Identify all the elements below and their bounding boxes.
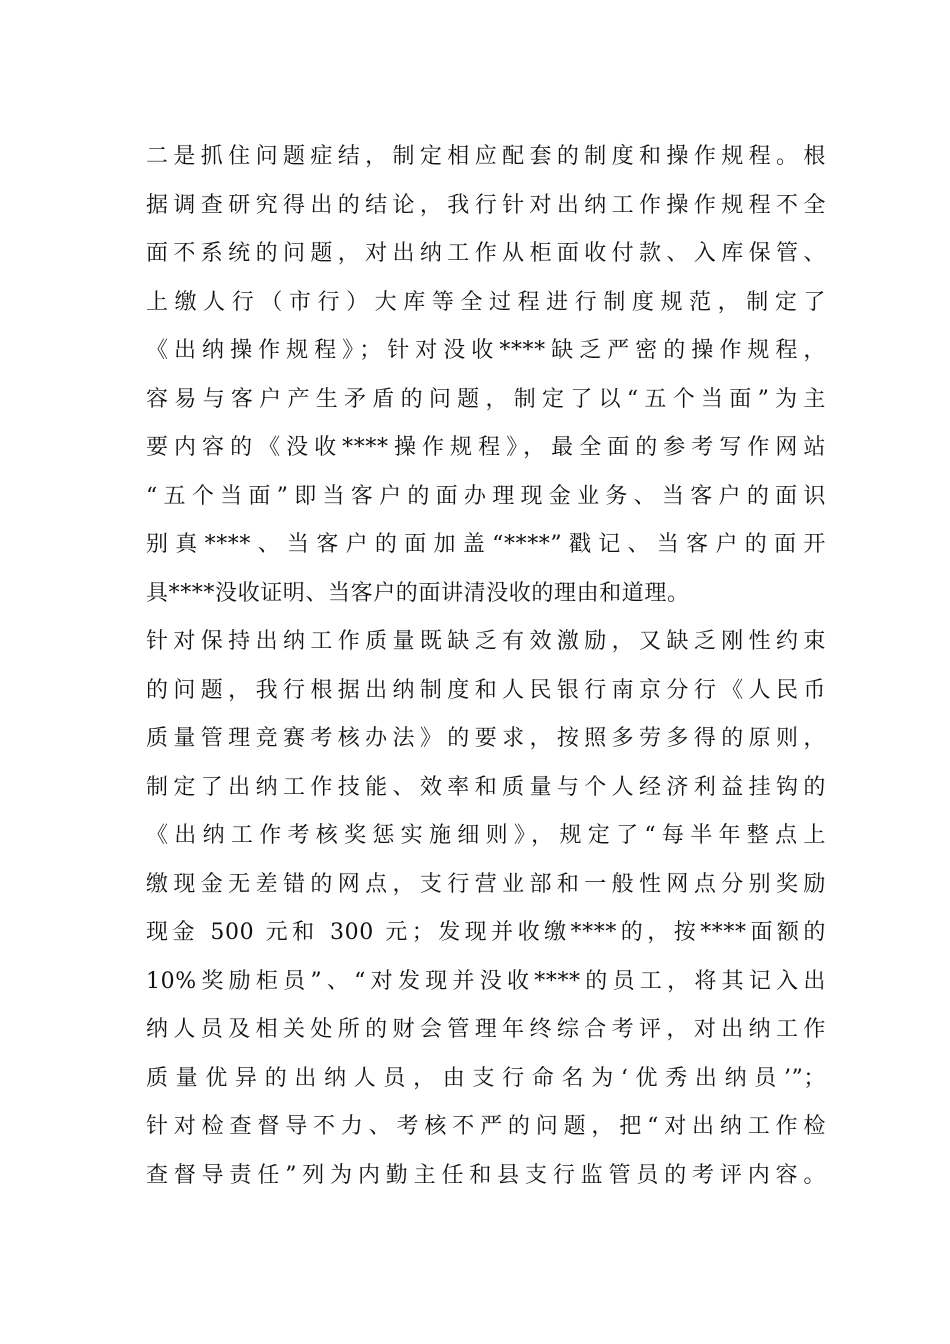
text-line: “五个当面”即当客户的面办理现金业务、当客户的面识: [146, 483, 826, 509]
text-line: 要内容的《没收****操作规程》，最全面的参考写作网站: [146, 435, 826, 460]
text-line: 针对保持出纳工作质量既缺乏有效激励，又缺乏刚性约束: [146, 629, 826, 654]
text-line: 二是抓住问题症结，制定相应配套的制度和操作规程。根: [146, 144, 826, 169]
text-line: 纳人员及相关处所的财会管理年终综合考评，对出纳工作: [146, 1017, 826, 1042]
text-line: 针对检查督导不力、考核不严的问题，把“对出纳工作检: [146, 1114, 826, 1139]
text-line: 容易与客户产生矛盾的问题，制定了以“五个当面”为主: [146, 386, 826, 412]
text-line: 质量管理竞赛考核办法》的要求，按照多劳多得的原则，: [146, 726, 826, 751]
text-line: 面不系统的问题，对出纳工作从柜面收付款、入库保管、: [146, 241, 826, 266]
text-line: 制定了出纳工作技能、效率和质量与个人经济利益挂钩的: [146, 774, 826, 800]
text-line: 上缴人行（市行）大库等全过程进行制度规范，制定了: [146, 289, 826, 315]
text-line: 《出纳操作规程》；针对没收****缺乏严密的操作规程，: [146, 338, 826, 363]
text-line: 的问题，我行根据出纳制度和人民银行南京分行《人民币: [146, 677, 826, 703]
text-line: 10%奖励柜员”、“对发现并没收****的员工，将其记入出: [146, 968, 826, 994]
text-line: 现金 500 元和 300 元；发现并收缴****的，按****面额的: [146, 920, 826, 945]
text-line: 质量优异的出纳人员，由支行命名为‘优秀出纳员’”；: [146, 1065, 826, 1091]
text-line: 别真****、当客户的面加盖“****”戳记、当客户的面开: [146, 532, 826, 557]
text-line: 《出纳工作考核奖惩实施细则》，规定了“每半年整点上: [146, 823, 826, 848]
body-text: [146, 133, 826, 1200]
text-line: 查督导责任”列为内勤主任和县支行监管员的考评内容。: [146, 1162, 826, 1188]
text-line: 具****没收证明、当客户的面讲清没收的理由和道理。: [146, 580, 690, 606]
text-line: 缴现金无差错的网点，支行营业部和一般性网点分别奖励: [146, 871, 826, 897]
text-line: 据调查研究得出的结论，我行针对出纳工作操作规程不全: [146, 192, 826, 218]
